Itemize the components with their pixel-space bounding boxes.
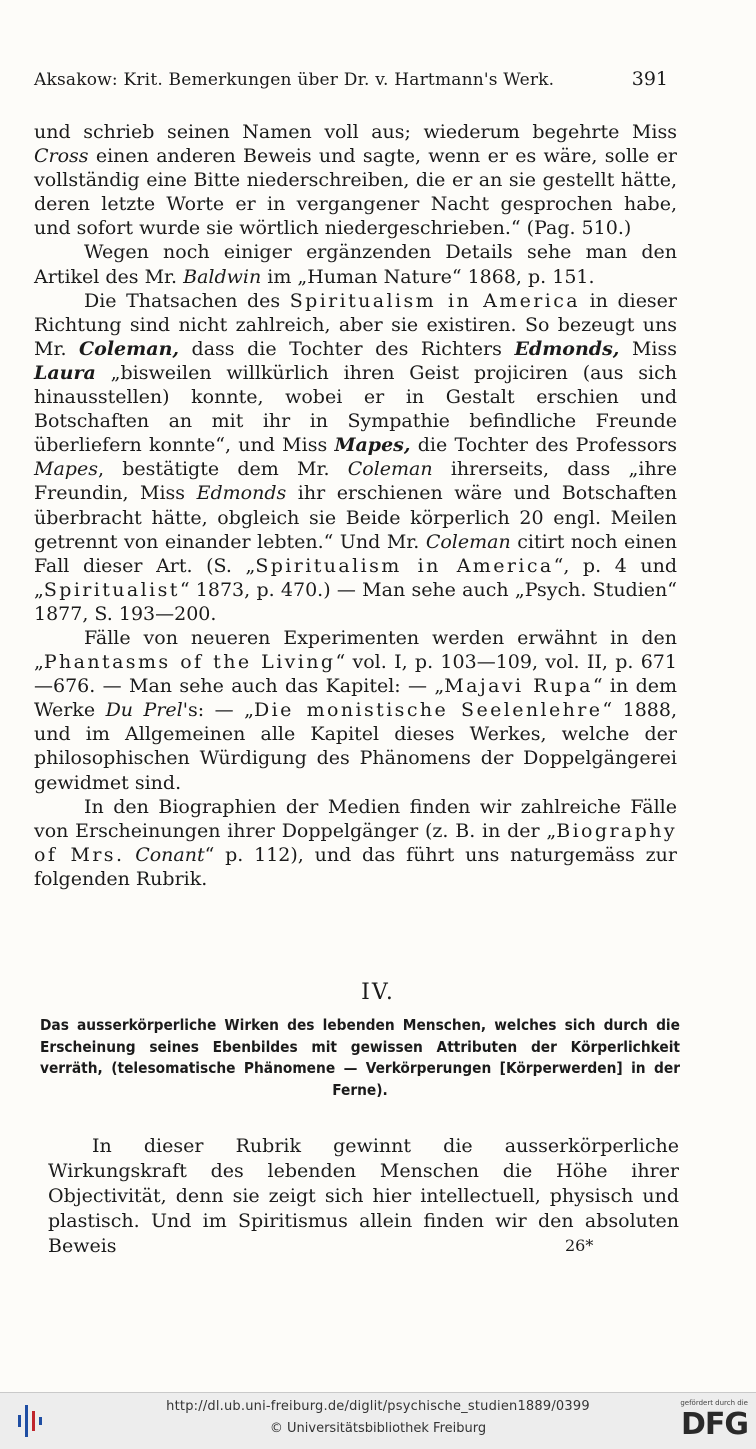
text-run: 's: — „ [182, 699, 254, 722]
italic-name: Coleman [347, 458, 433, 481]
text-run: Miss [619, 337, 677, 360]
running-head: Aksakow: Krit. Bemerkungen über Dr. v. Hartmann's Werk. [34, 70, 555, 90]
spaced-term: Spiritualism in America [255, 554, 554, 577]
paragraph-3 [34, 289, 677, 626]
italic-name: Baldwin [183, 265, 262, 288]
text-run: „bisweilen willkürlich ihren Geist projiciren (aus sich hinausstellen) konnte, wobei er in Gestalt erschien und Botschaften an mit ihr in Sympathie befindliche Freunde überliefern konnte“, und Miss [34, 361, 677, 457]
section-title: Das ausserkörperliche Wirken des lebenden Menschen, welches sich durch die Erscheinung seines Ebenbildes mit gewissen Attributen der Körperlichkeit verräth, (telesomatische Phänomene — Verkörperungen [Körperwerden] in der Ferne). [40, 1016, 680, 1099]
spaced-term: Spiritualism in America [289, 289, 581, 312]
text-run: die Tochter des Professors [410, 434, 677, 457]
viewer-footer [0, 1392, 756, 1449]
text-run: “, p. 4 und „ [34, 554, 677, 601]
spaced-term: Die monistische Seelenlehre [253, 699, 603, 722]
bold-name: Laura [34, 361, 96, 384]
dfg-sponsor-text: gefördert durch die [680, 1399, 748, 1407]
text-run: Fälle von neueren Experimenten werden erwähnt in den „ [34, 626, 677, 674]
text-run: und schrieb seinen Namen voll aus; wiederum begehrte Miss [34, 121, 677, 143]
italic-name: Edmonds [196, 482, 287, 505]
dfg-logo: DFG [680, 1407, 748, 1442]
text-run: “ in dem Werke [34, 675, 677, 722]
paragraph-2 [34, 240, 677, 288]
italic-name: Conant [135, 843, 205, 866]
text-run: einen anderen Beweis und sagte, wenn er es wäre, solle er vollständig eine Bitte niederschreiben, die er an sie gestellt hätte, deren letzte Worte er in vergangener Nacht gesprochen habe, und sofort wurde sie wörtlich niedergeschrieben.“ (Pag. 510.) [34, 145, 677, 240]
text-run: “ p. 112), und das führt uns naturgemäss zur folgenden Rubrik. [34, 843, 677, 890]
text-run: dass die Tochter des Richters [179, 337, 515, 360]
spaced-term: Majavi Rupa [444, 675, 593, 698]
text-run: Wegen noch einiger ergänzenden Details sehe man den Artikel des Mr. [34, 241, 677, 288]
spaced-term: Spiritualist [43, 578, 180, 601]
footer-url-link[interactable]: http://dl.ub.uni-freiburg.de/diglit/psychische_studien1889/0399 [166, 1399, 590, 1414]
text-run: “ vol. I, p. 103—109, vol. II, p. 671—676. — Man sehe auch das Kapitel: — „ [34, 651, 677, 698]
body-text [34, 120, 677, 891]
italic-name: Mapes [34, 458, 98, 481]
text-run: In den Biographien der Medien finden wir zahlreiche Fälle von Erscheinungen ihrer Doppelgänger (z. B. in der „ [34, 795, 677, 842]
italic-name: Cross [34, 145, 89, 168]
page-number: 391 [631, 68, 668, 90]
bold-name: Mapes, [334, 434, 411, 457]
text-run: ihrerseits, dass „ihre Freundin, Miss [34, 458, 678, 505]
text-run: citirt noch einen Fall dieser Art. (S. „ [34, 530, 677, 577]
text-run: Die Thatsachen des [84, 289, 290, 312]
text-run: im „Human Nature“ 1868, p. 151. [261, 265, 595, 288]
footer-copyright: © Universitätsbibliothek Freiburg [269, 1421, 487, 1436]
text-run: “ 1873, p. 470.) — Man sehe auch „Psych. Studien“ 1877, S. 193—200. [34, 578, 677, 625]
bold-name: Edmonds, [514, 337, 620, 360]
text-run [124, 844, 135, 866]
italic-name: Coleman [425, 530, 511, 553]
spaced-term: Biography of Mrs. [34, 819, 677, 866]
text-run: “ 1888, und im Allgemeinen alle Kapitel dieses Werkes, welche der philosophischen Würdigung des Phänomens der Doppelgängerei gewidmet sind. [34, 699, 678, 794]
paragraph-6: In dieser Rubrik gewinnt die ausserkörperliche Wirkungskraft des lebenden Menschen die Höhe ihrer Objectivität, denn sie zeigt sich hier intellectuell, physisch und plastisch. Und im Spiritismus allein finden wir den absoluten Beweis [48, 1135, 679, 1257]
paragraph-4 [34, 626, 677, 795]
bold-name: Coleman, [79, 337, 179, 360]
paragraph-1 [34, 120, 677, 240]
section-numeral: IV. [361, 980, 395, 1005]
paragraph-5 [34, 795, 677, 891]
italic-name: Du Prel [105, 699, 183, 722]
text-run: ihr erschienen wäre und Botschaften überbracht hätte, obgleich sie Beide körperlich 20 engl. Meilen getrennt von einander lebten.“ Und Mr. [34, 482, 677, 553]
spaced-term: Phantasms of the Living [43, 651, 336, 674]
text-run: in dieser Richtung sind nicht zahlreich, aber sie existiren. So bezeugt uns Mr. [34, 289, 678, 360]
text-run: , bestätigte dem Mr. [97, 458, 348, 481]
signature-mark: 26* [565, 1236, 594, 1255]
